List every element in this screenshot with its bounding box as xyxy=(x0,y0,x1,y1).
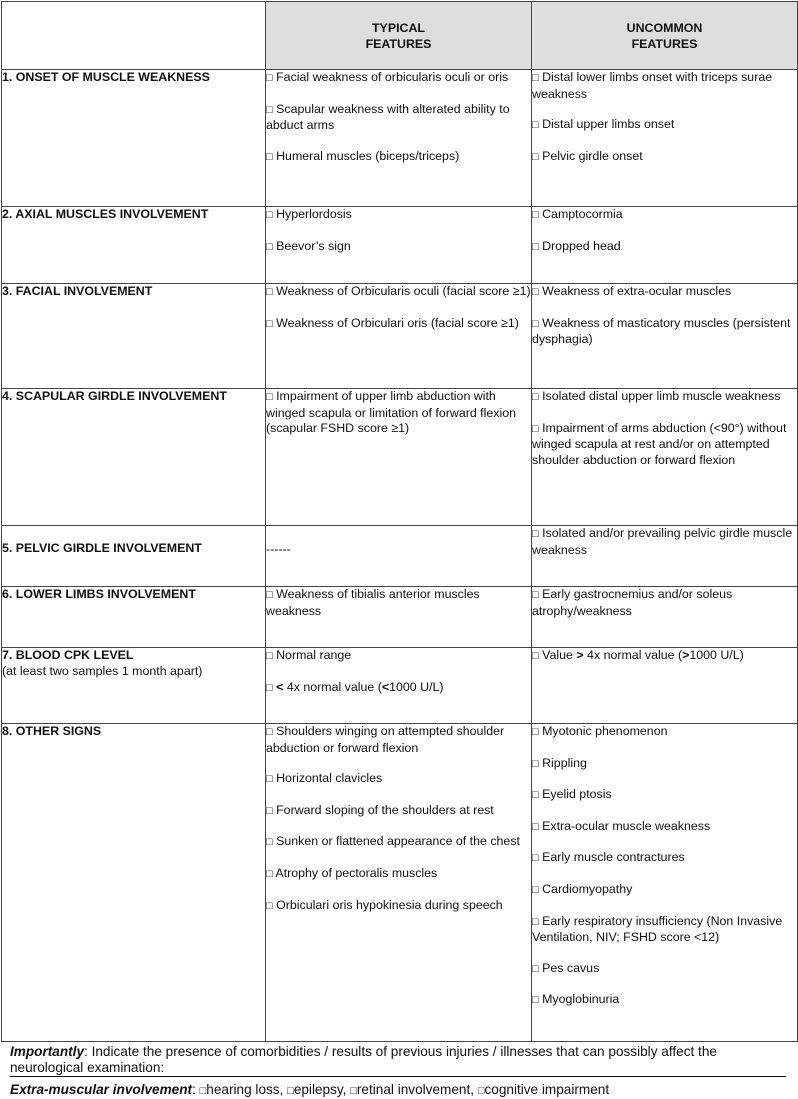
table-row xyxy=(2,70,798,207)
typical-cell xyxy=(266,724,532,1042)
list-item: □ Impairment of arms abduction (<90°) without winged scapula at rest and/or on attempted shoulder abduction or forward flexion xyxy=(532,420,787,467)
list-item: □ Weakness of extra-ocular muscles xyxy=(532,284,732,298)
uncommon-cell xyxy=(532,389,798,526)
table-row xyxy=(2,207,798,284)
category-label: 4. SCAPULAR GIRDLE INVOLVEMENT xyxy=(2,389,227,403)
list-item: □ Dropped head xyxy=(532,238,621,253)
list-item: □ Eyelid ptosis xyxy=(532,787,612,802)
checkbox-icon[interactable]: □ xyxy=(266,240,273,253)
table-row xyxy=(2,526,798,587)
list-item: □ Weakness of Orbicularis oculi (facial score ≥1) xyxy=(266,284,531,298)
checkbox-icon[interactable]: □ xyxy=(350,1085,357,1097)
checkbox-icon[interactable]: □ xyxy=(532,391,539,403)
checkbox-icon[interactable]: □ xyxy=(532,915,539,928)
checkbox-icon[interactable]: □ xyxy=(266,150,273,163)
list-item: □ Early muscle contractures xyxy=(532,850,685,865)
answer-line[interactable] xyxy=(10,1076,786,1077)
list-item: □ Shoulders winging on attempted shoulder abduction or forward flexion xyxy=(266,724,505,755)
category-cell xyxy=(2,526,266,587)
category-label: 5. PELVIC GIRDLE INVOLVEMENT xyxy=(2,541,202,555)
checkbox-icon[interactable]: □ xyxy=(266,317,273,330)
uncommon-cell xyxy=(532,207,798,284)
category-label: 7. BLOOD CPK LEVEL xyxy=(2,648,134,662)
checkbox-icon[interactable]: □ xyxy=(266,899,273,912)
list-item: □ Early respiratory insufficiency (Non Invasive Ventilation, NIV; FSHD score <12) xyxy=(532,913,783,945)
checkbox-icon[interactable]: □ xyxy=(532,962,539,975)
list-item: □ < 4x normal value (<1000 U/L) xyxy=(266,679,444,694)
checkbox-icon[interactable]: □ xyxy=(266,209,273,221)
table-row xyxy=(2,284,798,389)
checkbox-icon[interactable]: □ xyxy=(532,650,539,662)
checkbox-icon[interactable]: □ xyxy=(532,820,539,833)
category-label: 1. ONSET OF MUSCLE WEAKNESS xyxy=(2,70,210,84)
list-item: □ Pelvic girdle onset xyxy=(532,148,643,163)
list-item: □ Impairment of upper limb abduction with winged scapula or limitation of forward flexion (scapular FSHD score ≥1) xyxy=(266,389,517,436)
extra-item-retinal: retinal involvement, xyxy=(356,1082,475,1097)
importantly-label: Importantly xyxy=(10,1044,85,1059)
list-item: □ Extra-ocular muscle weakness xyxy=(532,818,711,833)
checkbox-icon[interactable]: □ xyxy=(532,422,539,435)
uncommon-cell xyxy=(532,724,798,1042)
list-item: □ Forward sloping of the shoulders at rest xyxy=(266,802,494,817)
checkbox-icon[interactable]: □ xyxy=(532,757,539,770)
list-item: □ Isolated distal upper limb muscle weakness xyxy=(532,389,781,403)
list-item: □ Weakness of tibialis anterior muscles weakness xyxy=(266,587,480,618)
category-cell xyxy=(2,389,266,526)
header-uncommon-line1: UNCOMMON xyxy=(626,21,703,35)
category-label: 6. LOWER LIMBS INVOLVEMENT xyxy=(2,587,196,601)
list-item: □ Value > 4x normal value (>1000 U/L) xyxy=(532,648,744,662)
checkbox-icon[interactable]: □ xyxy=(266,773,273,786)
table-row xyxy=(2,587,798,648)
checkbox-icon[interactable]: □ xyxy=(477,1085,485,1097)
checkbox-icon[interactable]: □ xyxy=(532,209,539,221)
list-item: □ Early gastrocnemius and/or soleus atrophy/weakness xyxy=(532,587,733,618)
typical-cell xyxy=(266,284,532,389)
list-item: □ Scapular weakness with alterated ability to abduct arms xyxy=(266,101,510,133)
checkbox-icon[interactable]: □ xyxy=(532,286,539,298)
list-item: □ Camptocormia xyxy=(532,207,623,221)
checkbox-icon[interactable]: □ xyxy=(266,836,273,849)
uncommon-cell xyxy=(532,284,798,389)
checkbox-icon[interactable]: □ xyxy=(266,286,273,298)
header-typical xyxy=(266,2,532,70)
checkbox-icon[interactable]: □ xyxy=(532,726,539,738)
list-item: □ Weakness of masticatory muscles (persistent dysphagia) xyxy=(532,315,791,347)
checkbox-icon[interactable]: □ xyxy=(266,650,273,662)
list-item: □ Beevor’s sign xyxy=(266,238,351,253)
uncommon-cell xyxy=(532,587,798,648)
checkbox-icon[interactable]: □ xyxy=(287,1085,294,1097)
table-row xyxy=(2,724,798,1042)
category-sublabel: (at least two samples 1 month apart) xyxy=(2,663,203,678)
category-cell xyxy=(2,70,266,207)
checkbox-icon[interactable]: □ xyxy=(266,103,273,116)
typical-cell xyxy=(266,207,532,284)
table-row xyxy=(2,389,798,526)
list-item: □ Myoglobinuria xyxy=(532,992,620,1007)
header-blank-cell xyxy=(2,2,266,70)
extra-item-hearing: hearing loss, xyxy=(206,1082,284,1097)
header-typical-line1: TYPICAL xyxy=(371,21,425,35)
footer-notes xyxy=(10,1044,786,1099)
typical-cell xyxy=(266,70,532,207)
checkbox-icon[interactable]: □ xyxy=(532,589,539,601)
checkbox-icon[interactable]: □ xyxy=(266,804,273,817)
category-cell xyxy=(2,207,266,284)
category-cell xyxy=(2,724,266,1042)
list-item: □ Pes cavus xyxy=(532,960,600,975)
list-item: □ Hyperlordosis xyxy=(266,207,352,221)
checkbox-icon[interactable]: □ xyxy=(266,726,273,738)
list-item: □ Cardiomyopathy xyxy=(532,881,633,896)
list-item: □ Rippling xyxy=(532,755,587,770)
typical-cell xyxy=(266,526,532,587)
category-cell xyxy=(2,284,266,389)
typical-cell xyxy=(266,648,532,724)
extra-muscular-label: Extra-muscular involvement xyxy=(10,1082,193,1097)
checkbox-icon[interactable]: □ xyxy=(532,852,539,865)
header-typical-line2: FEATURES xyxy=(365,37,432,51)
list-item xyxy=(266,542,531,558)
checkbox-icon[interactable]: □ xyxy=(532,119,539,132)
list-item: □ Weakness of Orbiculari oris (facial score ≥1) xyxy=(266,315,519,330)
category-label: 2. AXIAL MUSCLES INVOLVEMENT xyxy=(2,207,209,221)
list-item: □ Horizontal clavicles xyxy=(266,771,383,786)
extra-item-epilepsy: epilepsy, xyxy=(293,1082,347,1097)
category-cell xyxy=(2,587,266,648)
table-row xyxy=(2,648,798,724)
empty-placeholder: ------ xyxy=(266,542,291,556)
header-uncommon xyxy=(532,2,798,70)
category-label: 3. FACIAL INVOLVEMENT xyxy=(2,284,153,298)
checkbox-icon[interactable]: □ xyxy=(532,150,539,163)
checkbox-icon[interactable]: □ xyxy=(266,589,273,601)
checkbox-icon[interactable]: □ xyxy=(199,1085,207,1097)
category-label: 8. OTHER SIGNS xyxy=(2,724,102,738)
checkbox-icon[interactable]: □ xyxy=(532,883,539,896)
checkbox-icon[interactable]: □ xyxy=(532,789,539,802)
checkbox-icon[interactable]: □ xyxy=(532,994,539,1007)
extra-muscular-note: Extra-muscular involvement: □hearing loss, □epilepsy, □retinal involvement, □cognitive impairment xyxy=(10,1082,610,1097)
checkbox-icon[interactable]: □ xyxy=(266,681,273,694)
list-item: □ Atrophy of pectoralis muscles xyxy=(266,865,438,880)
typical-cell xyxy=(266,389,532,526)
header-row xyxy=(2,2,798,70)
importantly-text: : Indicate the presence of comorbidities / results of previous injuries / illnesses that can possibly affect the neurological examination: xyxy=(10,1044,717,1075)
list-item: □ Facial weakness of orbicularis oculi or oris xyxy=(266,70,509,84)
list-item: □ Distal lower limbs onset with triceps surae weakness xyxy=(532,70,773,101)
list-item: □ Myotonic phenomenon xyxy=(532,724,668,738)
checkbox-icon[interactable]: □ xyxy=(532,317,539,330)
features-table xyxy=(1,1,798,1042)
list-item: □ Normal range xyxy=(266,648,352,662)
checkbox-icon[interactable]: □ xyxy=(532,240,539,253)
uncommon-cell xyxy=(532,526,798,587)
checkbox-icon[interactable]: □ xyxy=(266,72,273,84)
checkbox-icon[interactable]: □ xyxy=(266,391,273,403)
list-item: □ Sunken or flattened appearance of the chest xyxy=(266,834,520,849)
uncommon-cell xyxy=(532,70,798,207)
list-item: □ Humeral muscles (biceps/triceps) xyxy=(266,148,460,163)
checkbox-icon[interactable]: □ xyxy=(532,72,539,84)
checkbox-icon[interactable]: □ xyxy=(532,528,539,540)
list-item: □ Isolated and/or prevailing pelvic girdle muscle weakness xyxy=(532,526,793,557)
uncommon-cell xyxy=(532,648,798,724)
list-item: □ Distal upper limbs onset xyxy=(532,117,675,132)
list-item: □ Orbiculari oris hypokinesia during speech xyxy=(266,897,503,912)
category-cell xyxy=(2,648,266,724)
typical-cell xyxy=(266,587,532,648)
importantly-note xyxy=(10,1044,786,1076)
extra-item-cognitive: cognitive impairment xyxy=(484,1082,610,1097)
checkbox-icon[interactable]: □ xyxy=(266,867,273,880)
header-uncommon-line2: FEATURES xyxy=(631,37,698,51)
